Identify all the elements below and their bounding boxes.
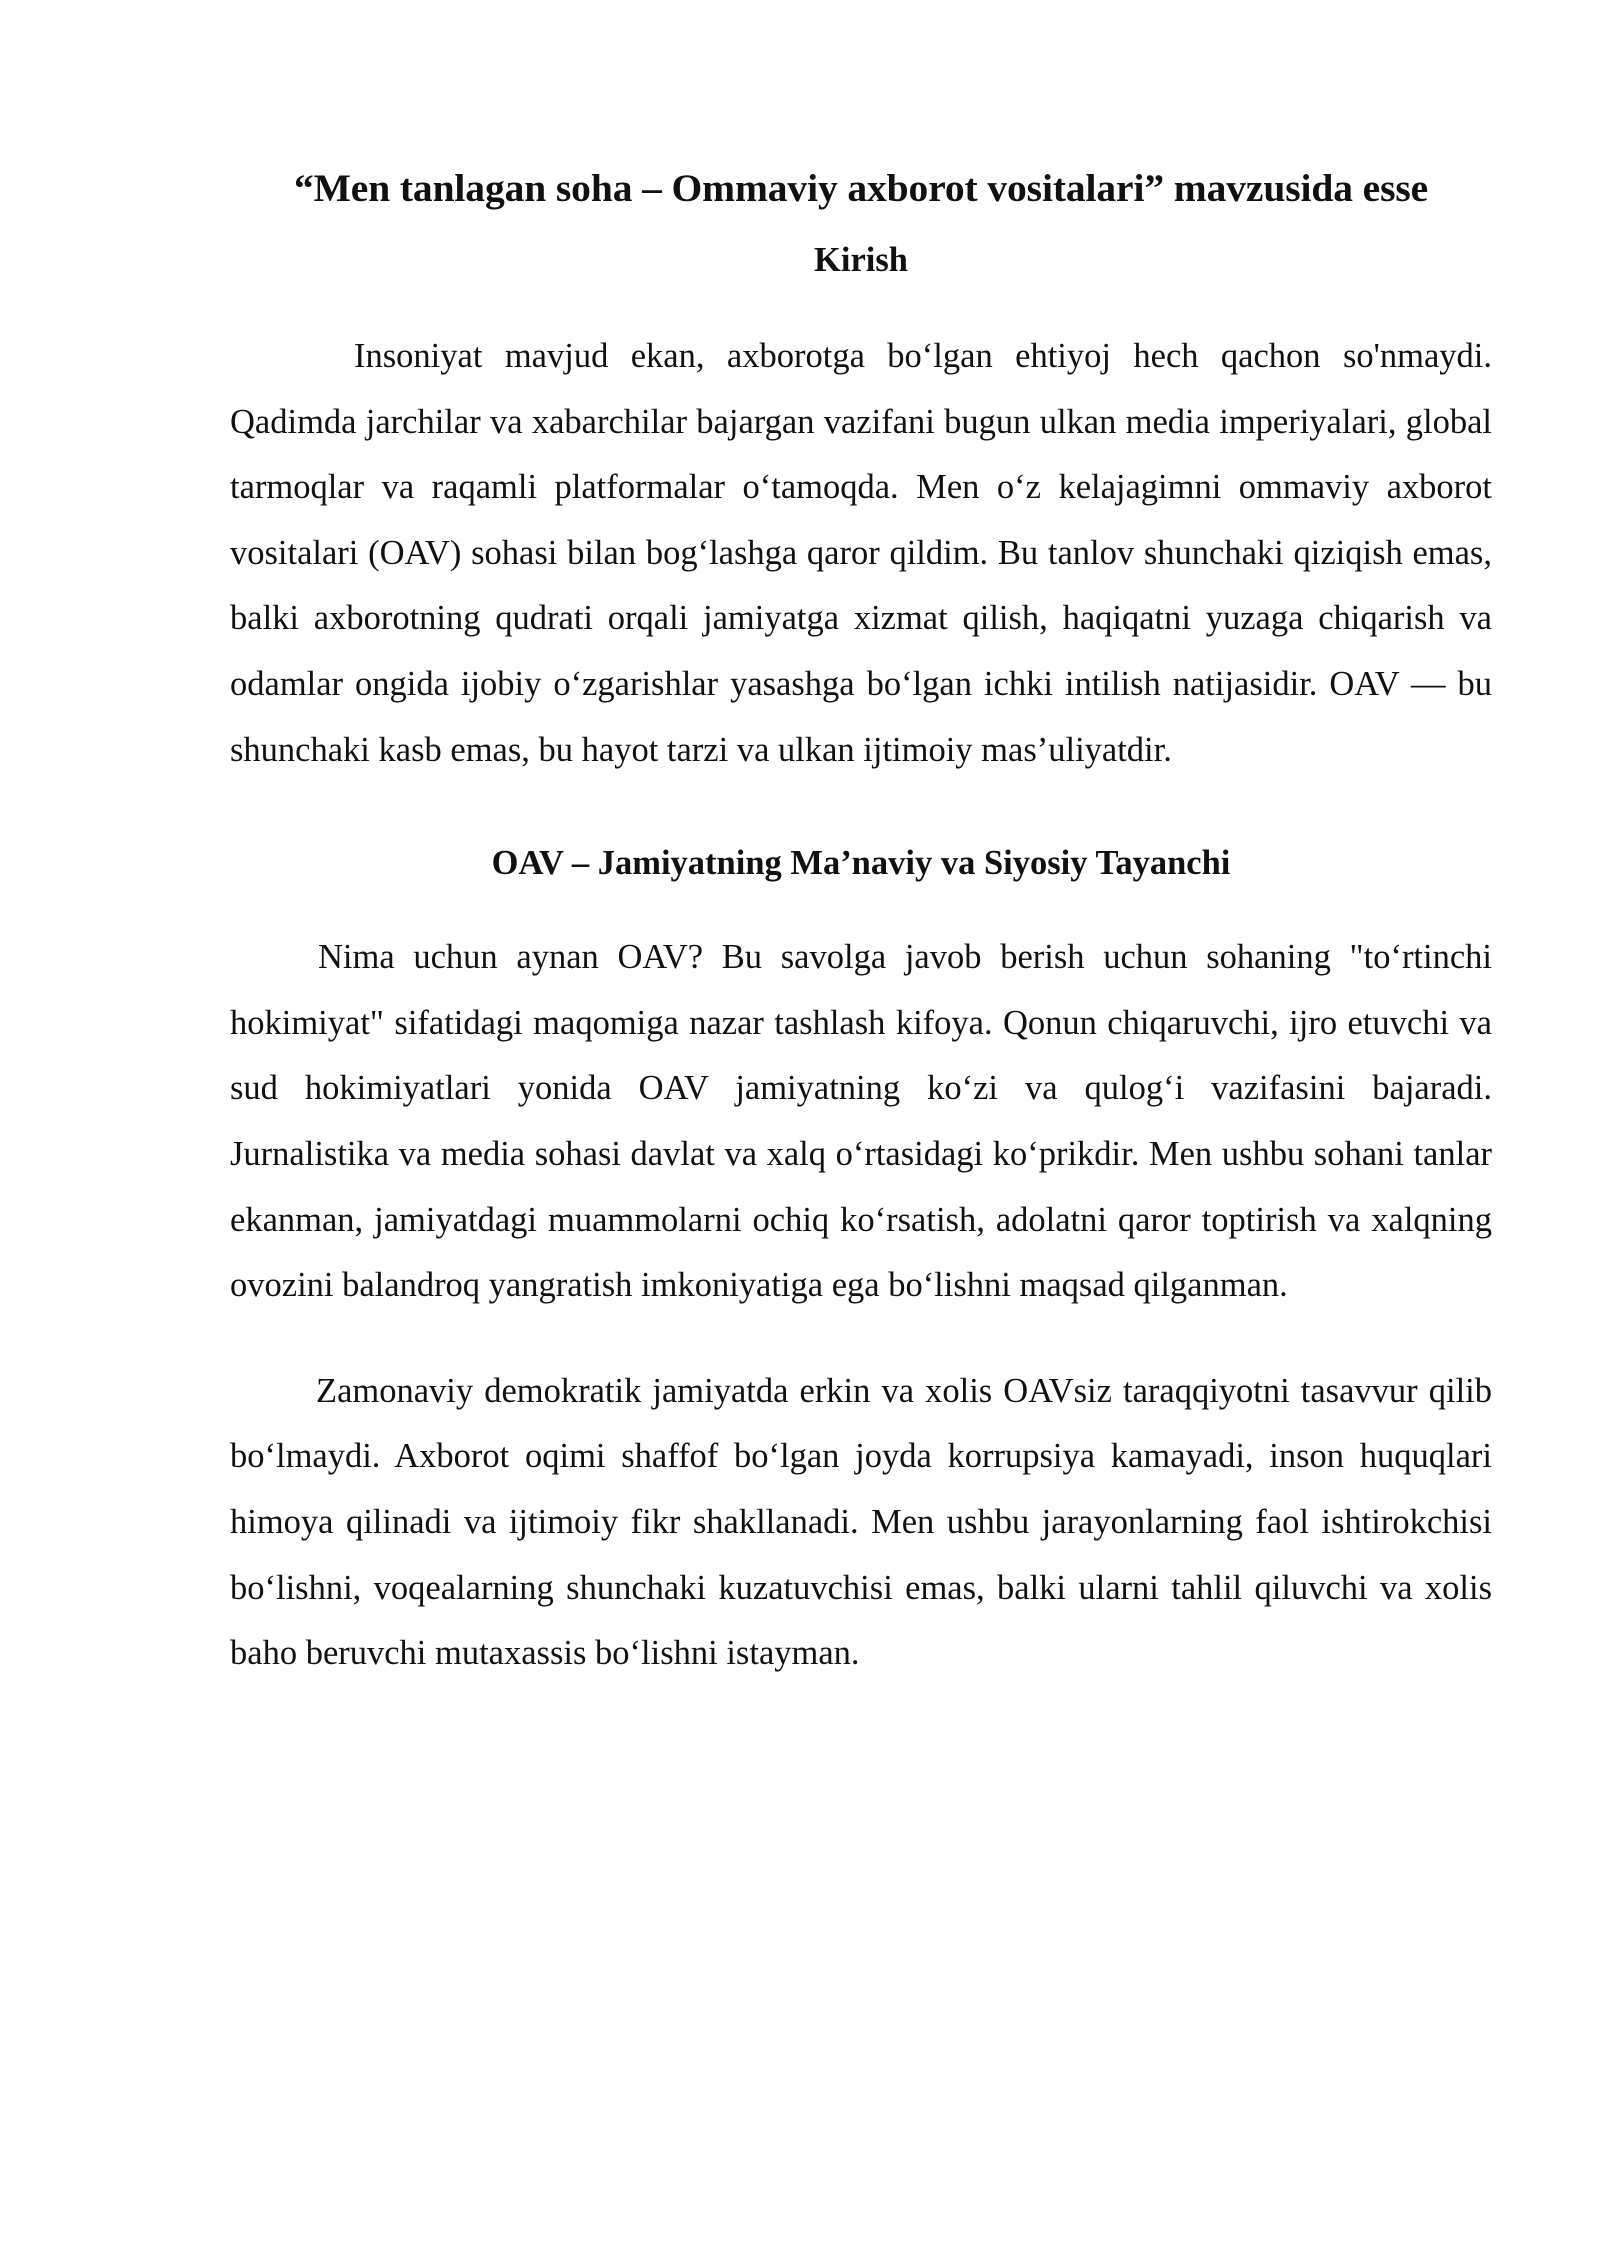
section-heading-oav: OAV – Jamiyatning Ma’naviy va Siyosiy Tayanchi bbox=[491, 844, 1231, 883]
paragraph: Insoniyat mavjud ekan, axborotga bo‘lgan ehtiyoj hech qachon so'nmaydi. Qadimda jarchilar va xabarchilar bajargan vazifani bugun ulkan media imperiyalari, global tarmoqlar va raqamli platformalar o‘tamoqda. Men o‘z kelajagimni ommaviy axborot vositalari (OAV) sohasi bilan bog‘lashga qaror qildim. Bu tanlov shunchaki qiziqish emas, balki axborotning qudrati orqali jamiyatga xizmat qilish, haqiqatni yuzaga chiqarish va odamlar ongida ijobiy o‘zgarishlar yasashga bo‘lgan ichki intilish natijasidir. OAV — bu shunchaki kasb emas, bu hayot tarzi va ulkan ijtimoiy mas’uliyatdir. bbox=[230, 337, 1492, 769]
paragraph: Zamonaviy demokratik jamiyatda erkin va xolis OAVsiz taraqqiyotni tasavvur qilib bo‘lmaydi. Axborot oqimi shaffof bo‘lgan joyda korrupsiya kamayadi, inson huquqlari himoya qilinadi va ijtimoiy fikr shakllanadi. Men ushbu jarayonlarning faol ishtirokchisi bo‘lishni, voqealarning shunchaki kuzatuvchisi emas, balki ularni tahlil qiluvchi va xolis baho beruvchi mutaxassis bo‘lishni istayman. bbox=[230, 1371, 1492, 1673]
document-page bbox=[230, 160, 1492, 1687]
section-heading-kirish: Kirish bbox=[814, 241, 908, 279]
paragraph: Nima uchun aynan OAV? Bu savolga javob berish uchun sohaning "to‘rtinchi hokimiyat" sifatidagi maqomiga nazar tashlash kifoya. Qonun chiqaruvchi, ijro etuvchi va sud hokimiyatlari yonida OAV jamiyatning ko‘zi va qulog‘i vazifasini bajaradi. Jurnalistika va media sohasi davlat va xalq o‘rtasidagi ko‘prikdir. Men ushbu sohani tanlar ekanman, jamiyatdagi muammolarni ochiq ko‘rsatish, adolatni qaror toptirish va xalqning ovozini balandroq yangratish imkoniyatiga ega bo‘lishni maqsad qilganman. bbox=[230, 938, 1492, 1305]
document-title: “Men tanlagan soha – Ommaviy axborot vositalari” mavzusida esse bbox=[293, 166, 1429, 210]
